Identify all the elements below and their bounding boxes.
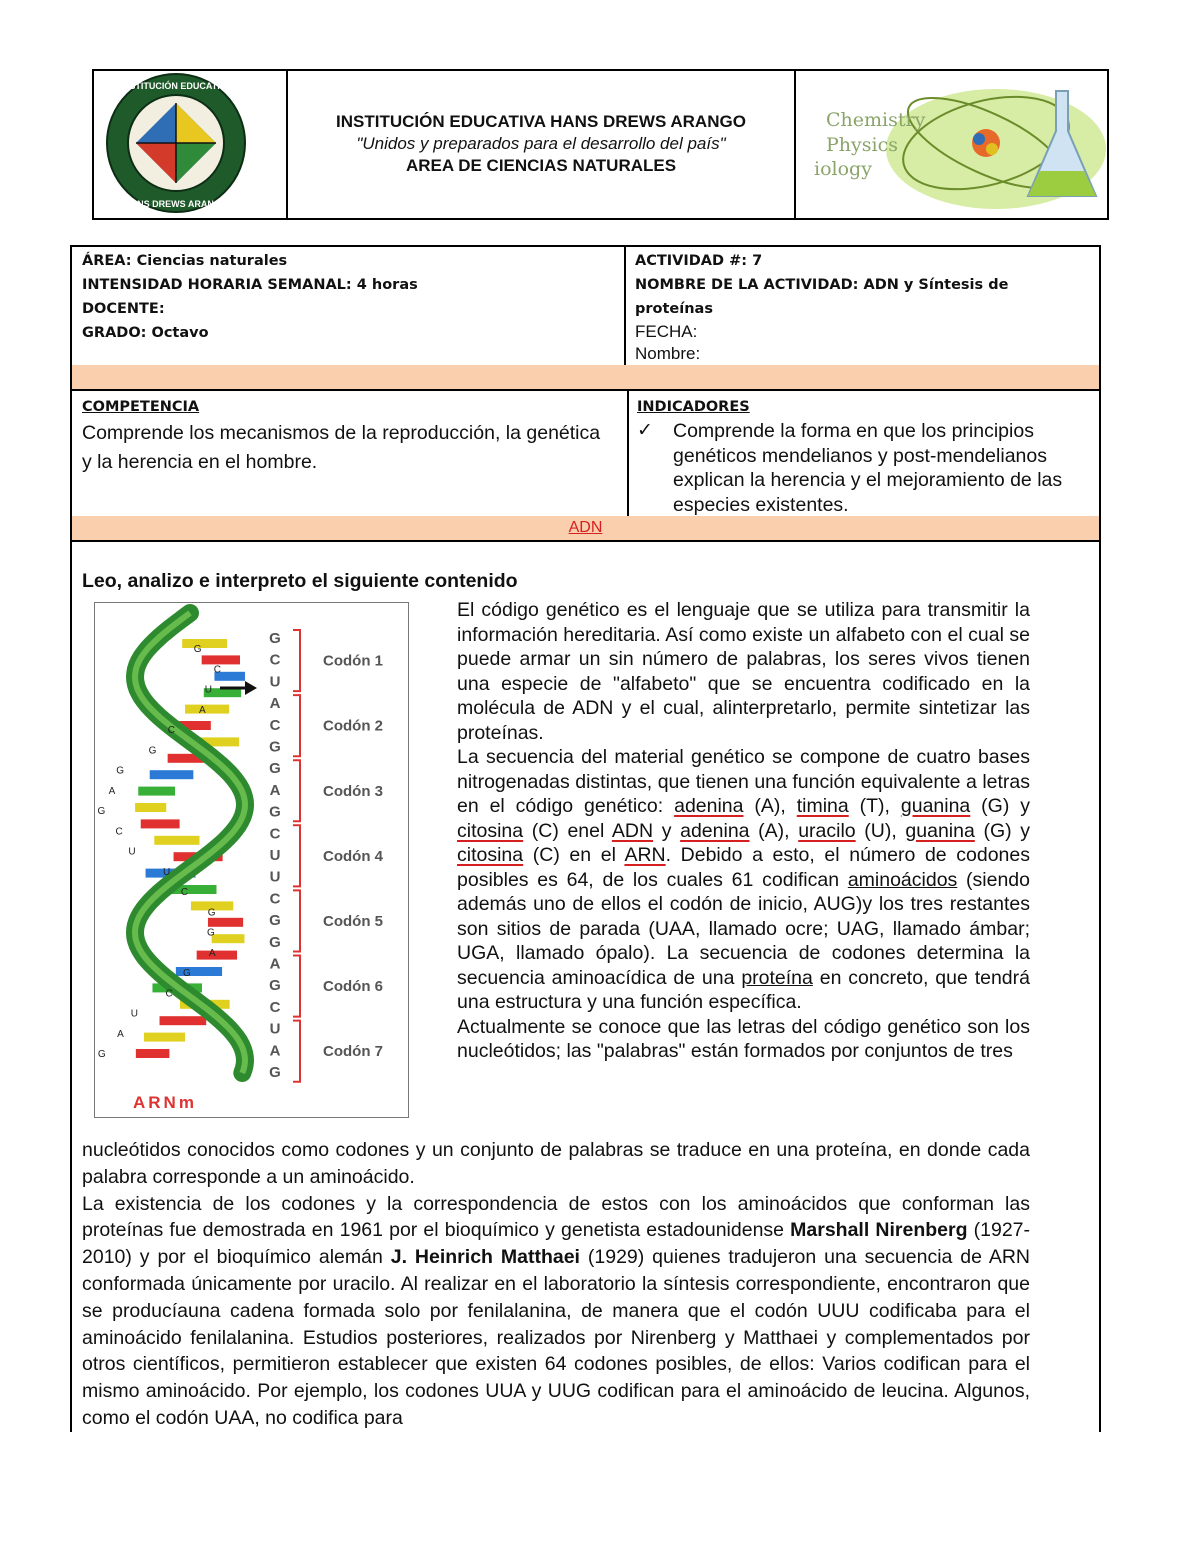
base-rung [138,787,175,796]
codon-label: Codón 7 [323,1043,383,1061]
term-aminoacidos: aminoácidos [847,868,958,891]
strand-letter: C [180,887,189,898]
strand-letter: G [97,1049,106,1060]
school-logo-cell [94,71,288,218]
base-letter: G [269,803,281,821]
info-activity-name-1: NOMBRE DE LA ACTIVIDAD: ADN y Síntesis de [635,277,1009,293]
strand-letter: U [130,1008,138,1020]
codon-bracket [293,956,300,1017]
info-area: ÁREA: Ciencias naturales [82,253,288,269]
separator-band [70,365,1101,391]
base-letter: G [269,1064,281,1081]
body-text-narrow [457,598,1030,1064]
base-letter: G [269,977,281,995]
strand-letter: G [193,644,202,655]
base-rung [154,836,199,845]
paragraph-3-start: Actualmente se conoce que las letras del código genético son los nucleótidos; las "palabras" están formados por conjuntos de tres [457,1015,1030,1062]
banner-word-chemistry: Chemistry [826,109,926,131]
paragraph-1: El código genético es el lenguaje que se utiliza para transmitir la información hereditaria. Así como existe un alfabeto con el cual se puede armar un sin número de palabras, los seres vivos tienen una especie de "alfabeto" que se encuentra codificado en la molécula de ADN y el cual, alinterpretarlo, permite sintetizar las proteínas. [457,599,1030,744]
school-seal-icon [94,71,286,218]
info-teacher: DOCENTE: [82,301,165,317]
strand-letter: C [115,826,123,838]
strand-letter: A [208,947,216,959]
term-citosina-2: citosina [457,844,524,866]
header-titles [288,111,794,177]
base-letter: G [269,912,281,930]
institution-name: INSTITUCIÓN EDUCATIVA HANS DREWS ARANGO [336,112,746,131]
codon-bracket [293,890,300,951]
name-matthaei: J. Heinrich Matthaei [390,1246,580,1269]
strand-letter: G [116,765,125,777]
institution-motto: "Unidos y preparados para el desarrollo del país" [356,134,726,153]
base-rung [160,1016,207,1025]
base-letter: G [269,738,281,756]
indicator-text: Comprende la forma en que los principios genéticos mendelianos y post-mendelianos explican la herencia y el mejoramiento de las especies existentes. [673,420,1063,516]
body-text-wide [82,1137,1030,1432]
base-letter: G [269,760,281,778]
codon-label: Codón 3 [323,782,383,800]
area-title: AREA DE CIENCIAS NATURALES [405,156,677,175]
info-intensity: INTENSIDAD HORARIA SEMANAL: 4 horas [82,277,418,293]
indicators-title: INDICADORES [637,399,750,415]
mrna-helix-diagram [95,603,407,1116]
base-letter: A [269,695,281,713]
arn-figure [94,602,409,1118]
strand-letter: U [162,866,171,878]
base-letter: U [269,847,281,864]
base-rung [182,639,227,648]
paragraph-4: La existencia de los codones y la correspondencia de estos con los aminoácidos que conforman las proteínas fue demostrada en 1961 por el bioquímico y genetista estadounidense Marshall Nirenberg (1927-2010) y por el bioquímico alemán J. Heinrich Matthaei (1929) quienes tradujeron una secuencia de ARN conformada únicamente por uracilo. Al realizar en el laboratorio la síntesis correspondiente, encontraron que se producíauna cadena formada solo por fenilalanina, de manera que el codón UUU codificaba para el aminoácido fenilalanina. Estudios posteriores, realizados por Nirenberg y Matthaei y complementados por otros científicos, permitieron establecer que existen 64 codones posibles, de ellos: Varios codifican para el mismo aminoácido. Por ejemplo, los codones UUA y UUG codifican para el aminoácido de leucina. Algunos, como el codón UAA, no codifica para [82,1192,1030,1429]
codon-label: Codón 5 [323,912,383,930]
activity-info-table [70,245,1101,367]
strand-letter: G [182,968,191,979]
content-heading: Leo, analizo e interpreto el siguiente contenido [82,570,518,592]
term-proteina: proteína [741,966,813,989]
arnm-label: ARNm [133,1093,197,1112]
science-banner-cell [794,71,1109,218]
base-letter: C [269,716,281,734]
base-rung [136,1049,170,1058]
codon-label: Codón 6 [323,978,383,996]
base-rung [141,819,180,828]
base-letter: A [269,781,281,799]
competency-title: COMPETENCIA [82,399,200,415]
codon-bracket [293,760,300,821]
base-rung [185,705,229,714]
strand-letter: A [198,704,206,716]
strand-letter: G [148,745,157,757]
section-title: ADN [568,519,603,536]
term-arn: ARN [624,844,666,866]
term-citosina: citosina [457,819,524,842]
base-rung [212,934,245,943]
term-guanina: guanina [900,795,971,817]
base-rung [150,770,194,779]
strand-letter: G [97,806,106,817]
section-band [70,516,1101,542]
seal-top-text: INSTITUCIÓN EDUCATIVA [120,81,232,91]
info-grade: GRADO: Octavo [82,325,209,341]
strand-letter: G [207,907,216,919]
base-rung [202,655,240,664]
info-activity-name-2: proteínas [635,301,713,317]
info-right [635,249,1095,365]
codon-label: Codón 4 [323,847,383,865]
strand-letter: C [165,988,173,1000]
base-letter: C [269,998,281,1016]
banner-word-physics: Physics [826,134,898,156]
base-rung [144,1033,185,1042]
strand-letter: U [204,684,213,696]
codon-bracket [293,825,300,886]
competency-cell [82,395,602,477]
base-rung [208,918,243,927]
strand-letter: U [128,846,136,858]
strand-letter: C [167,725,175,736]
base-letter: U [269,1020,281,1038]
competency-table [70,389,1101,518]
strand-letter: G [206,927,215,939]
base-letter: G [269,933,281,951]
codon-label: Codón 2 [323,717,383,735]
paragraph-2: La secuencia del material genético se compone de cuatro bases nitrogenadas distintas, que tienen una función equivalente a letras en el código genético: adenina (A), timina (T), guanina (G) y citosina (C) enel ADN y adenina (A), uracilo (U), guanina (G) y citosina (C) en el ARN. Debido a esto, el número de codones posibles es 64, de los cuales 61 codifican aminoácidos (siendo además uno de ellos el codón de inicio, AUG)y los tres restantes son sitios de parada (UAA, llamado ocre; UAG, llamado ámbar; UGA, llamado ópalo). La secuencia de codones determina la secuencia aminoacídica de una proteína en concreto, que tendrá una estructura y una función específica. [457,746,1031,1013]
info-name: Nombre: [635,344,701,363]
base-rung [135,803,166,812]
competency-text: Comprende los mecanismos de la reproducción, la genética y la herencia en el hombre. [82,422,601,473]
arrow-icon [245,681,257,695]
strand-letter: A [117,1028,124,1040]
term-adenina: adenina [674,795,744,817]
strand-letter: A [108,785,116,797]
base-letter: U [269,673,281,691]
base-letter: C [269,651,281,669]
base-rung [197,951,237,960]
check-icon: ✓ [637,419,653,441]
science-banner-icon [796,71,1109,218]
term-adn: ADN [611,819,654,842]
base-letter: A [269,955,281,973]
header-table [92,69,1109,220]
indicators-cell [637,395,1097,517]
codon-label: Codón 1 [323,652,383,670]
base-letter: C [269,825,281,843]
banner-word-biology: iology [814,158,872,180]
codon-bracket [293,1021,300,1082]
strand-letter: C [213,664,221,676]
base-letter: C [269,890,281,908]
info-date: FECHA: [635,322,698,341]
indicator-item [637,419,1097,517]
name-nirenberg: Marshall Nirenberg [790,1219,968,1242]
codon-bracket [293,695,300,756]
base-letter: U [269,868,281,886]
base-letter: A [269,1042,281,1060]
term-uracilo: uracilo [798,819,856,842]
term-guanina-2: guanina [905,819,975,842]
seal-bottom-text: HANS DREWS ARANGO [124,199,228,209]
info-activity: ACTIVIDAD #: 7 [635,253,763,269]
info-left [82,249,612,345]
paragraph-3-end: nucleótidos conocidos como codones y un conjunto de palabras se traduce en una proteína, en donde cada palabra corresponde a un aminoácido. [82,1139,1030,1188]
term-adenina-2: adenina [680,819,750,842]
term-timina: timina [796,795,849,817]
codon-bracket [293,630,300,691]
base-letter: G [269,630,281,647]
